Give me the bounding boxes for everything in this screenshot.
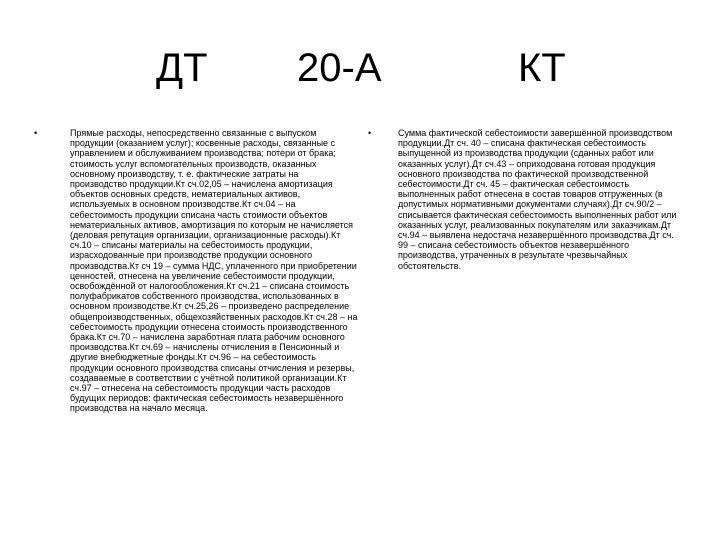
debit-entries-text: Прямые расходы, непосредственно связанные с выпуском продукции (оказанием услуг); косвенные расходы, связанные с управлением и обслуживанием производства; потери от брака; стоимость услуг вспомогательных производств, оказанных основному производству, т. е. фактические затраты на производство продукции.Кт сч.02,05 – начислена амортизация объектов основных средств, нематериальных активов, используемых в основном производстве.Кт сч.04 – на себестоимость продукции списана часть стоимости объектов нематериальных активов, амортизация по которым не начисляется (деловая репутация организации, организационные расходы).Кт сч.10 – списаны материалы на себестоимость продукции, израсходованные при производстве продукции основного производства.Кт сч 19 – сумма НДС, уплаченного при приобретении ценностей, отнесена на увеличение себестоимости продукции, освобождённой от налогообложения.Кт сч.21 – списана стоимость полуфабрикатов собственного производства, использованных в основном производстве.Кт сч.25,26 – произведено распределение общепроизводственных, общехозяйственных расходов.Кт сч.28 – на себестоимость продукции отнесена стоимость производственного брака.Кт сч.70 – начислена заработная плата рабочим основного производства.Кт сч.69 – начислены отчисления в Пенсионный и другие внебюджетные фонды.Кт сч.96 – на себестоимость продукции основного производства списаны отчисления и резервы, создаваемые в соответствии с учётной политикой организации.Кт сч.97 – отнесена на себестоимость продукции часть расходов будущих периодов: фактическая себестоимость незавершённого производства на начало месяца. (70, 128, 358, 414)
credit-bullet: • (368, 128, 372, 138)
credit-heading: КТ (518, 46, 566, 90)
debit-bullet: • (34, 128, 38, 138)
credit-entries-text: Сумма фактической себестоимости завершённой производством продукции.Дт сч. 40 – списана фактическая себестоимость выпущенной из производства продукции (сданных работ или оказанных услуг).Дт сч.43 – оприходована готовая продукция основного производства по фактической производственной себестоимости.Дт сч. 45 – фактическая себестоимость выполненных работ отнесена в состав товаров отгруженных (в допустимых нормативными документами случаях).Дт сч.90/2 – списывается фактическая себестоимость выполненных работ или оказанных услуг, реализованных покупателям или заказчикам.Дт сч.94 – выявлена недостача незавершённого производства.Дт сч. 99 – списана себестоимость объектов незавершённого производства, утраченных в результате чрезвычайных обстоятельств. (398, 128, 677, 271)
debit-heading: ДТ (156, 46, 208, 90)
account-heading: 20-А (297, 46, 382, 90)
